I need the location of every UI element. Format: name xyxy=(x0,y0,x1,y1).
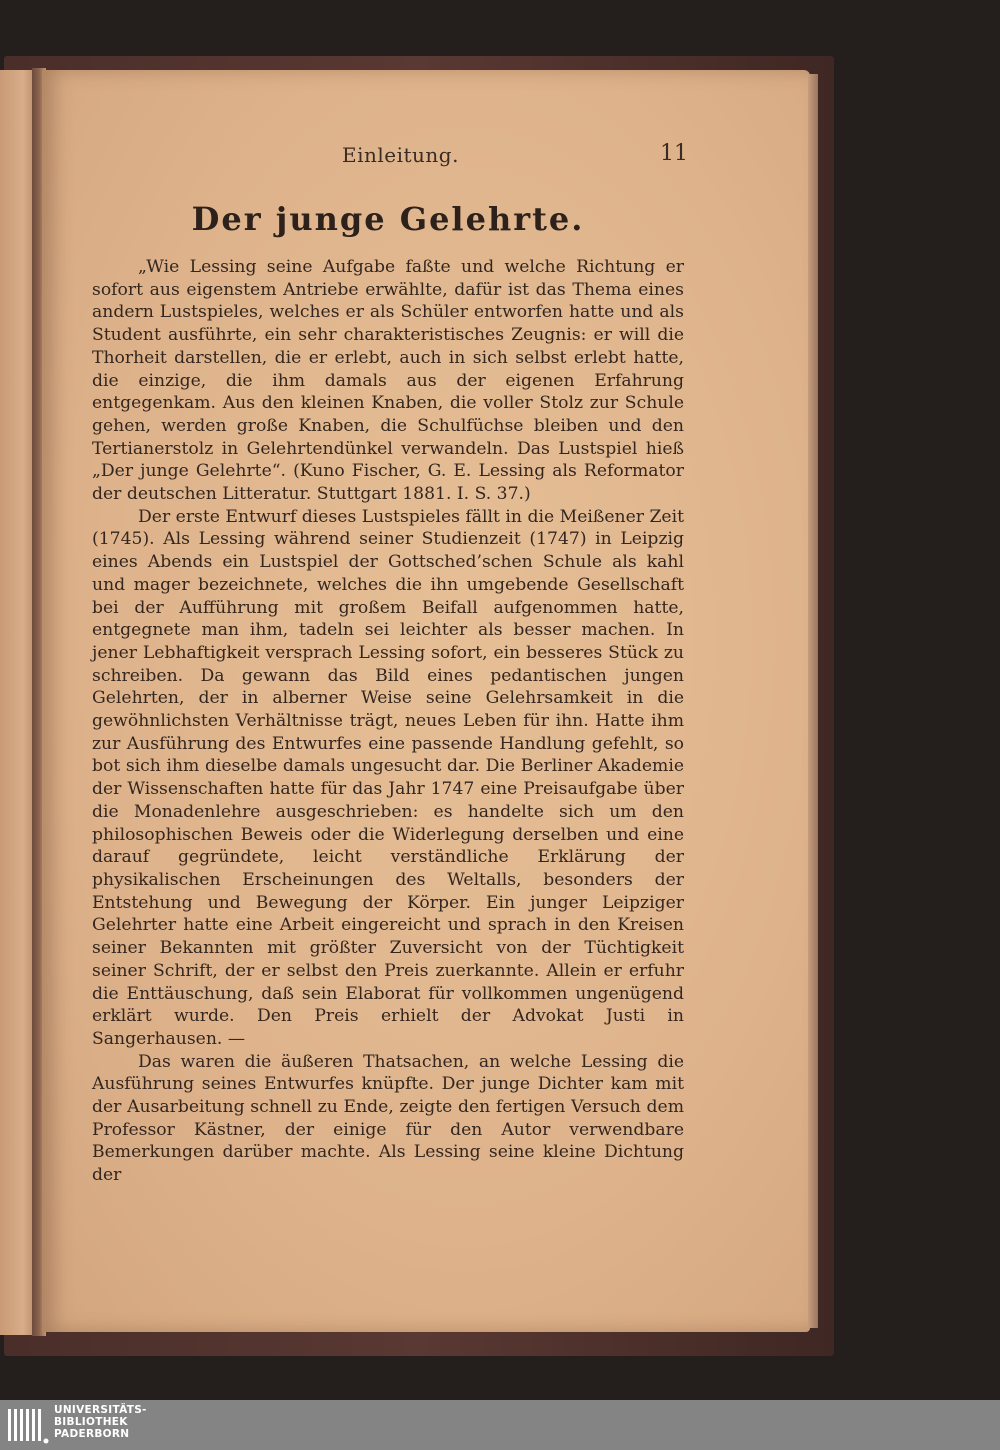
paragraph: Der erste Entwurf dieses Lustspieles fällt in die Meißener Zeit (1745). Als Lessing während seiner Studienzeit (1747) in Leipzig eines Abends ein Lustspiel der Gottsched’schen Schule als kahl und mager bezeichnete, welches die ihn umgebende Gesellschaft bei der Aufführung mit großem Beifall aufgenommen hatte, entgegnete man ihm, tadeln sei leichter als besser machen. In jener Lebhaftigkeit versprach Lessing sofort, ein besseres Stück zu schreiben. Da gewann das Bild eines pedantischen jungen Gelehrten, der in alberner Weise seine Gelehrsamkeit in die gewöhnlichsten Verhältnisse trägt, neues Leben für ihn. Hatte ihm zur Ausführung des Entwurfes eine passende Handlung gefehlt, so bot sich ihm dieselbe damals ungesucht dar. Die Berliner Akademie der Wissenschaften hatte für das Jahr 1747 eine Preisaufgabe über die Monadenlehre ausgeschrieben: es handelte sich um den philosophischen Beweis oder die Widerlegung derselben und eine darauf gegründete, leicht verständliche Erklärung der physikalischen Erscheinungen des Weltalls, besonders der Entstehung und Bewegung der Körper. Ein junger Leipziger Gelehrter hatte eine Arbeit eingereicht und sprach in den Kreisen seiner Bekannten mit größter Zuversicht von der Tüchtigkeit seiner Schrift, der er selbst den Preis zuerkannte. Allein er erfuhr die Enttäuschung, daß sein Elaborat für vollkommen ungenügend erklärt wurde. Den Preis erhielt der Advokat Justi in Sangerhausen. — xyxy=(92,506,684,1049)
page-fore-edge xyxy=(808,74,818,1328)
logo-line: UNIVERSITÄTS- xyxy=(54,1404,147,1416)
paragraph: Das waren die äußeren Thatsachen, an welche Lessing die Ausführung seines Entwurfes knüpfte. Der junge Dichter kam mit der Ausarbeitung schnell zu Ende, zeigte den fertigen Versuch dem Professor Kästner, der einige für den Autor verwendbare Bemerkungen darüber machte. Als Lessing seine kleine Dichtung der xyxy=(92,1051,684,1186)
library-footer-bar xyxy=(0,1400,1000,1450)
page-number: 11 xyxy=(660,141,688,166)
paragraph: „Wie Lessing seine Aufgabe faßte und welche Richtung er sofort aus eigenstem Antriebe erwählte, dafür ist das Thema eines andern Lustspieles, welches er als Schüler entworfen hatte und als Student ausführte, ein sehr charakteristisches Zeugnis: er will die Thorheit darstellen, die er erlebt, auch in sich selbst erlebt hatte, die einzige, die ihm damals aus der eigenen Erfahrung entgegenkam. Aus den kleinen Knaben, die voller Stolz zur Schule gehen, werden große Knaben, die Schulfüchse bleiben und den Tertianerstolz in Gelehrtendünkel verwandeln. Das Lustspiel hieß „Der junge Gelehrte“. (Kuno Fischer, G. E. Lessing als Reformator der deutschen Litteratur. Stuttgart 1881. I. S. 37.) xyxy=(92,257,684,505)
running-head: Einleitung. xyxy=(342,143,459,167)
body-text xyxy=(92,256,684,1187)
library-columns-icon xyxy=(6,1405,50,1445)
logo-line: BIBLIOTHEK xyxy=(54,1416,128,1428)
logo-line: PADERBORN xyxy=(54,1428,130,1440)
library-logo-text xyxy=(54,1404,147,1440)
chapter-title: Der junge Gelehrte. xyxy=(191,200,585,238)
